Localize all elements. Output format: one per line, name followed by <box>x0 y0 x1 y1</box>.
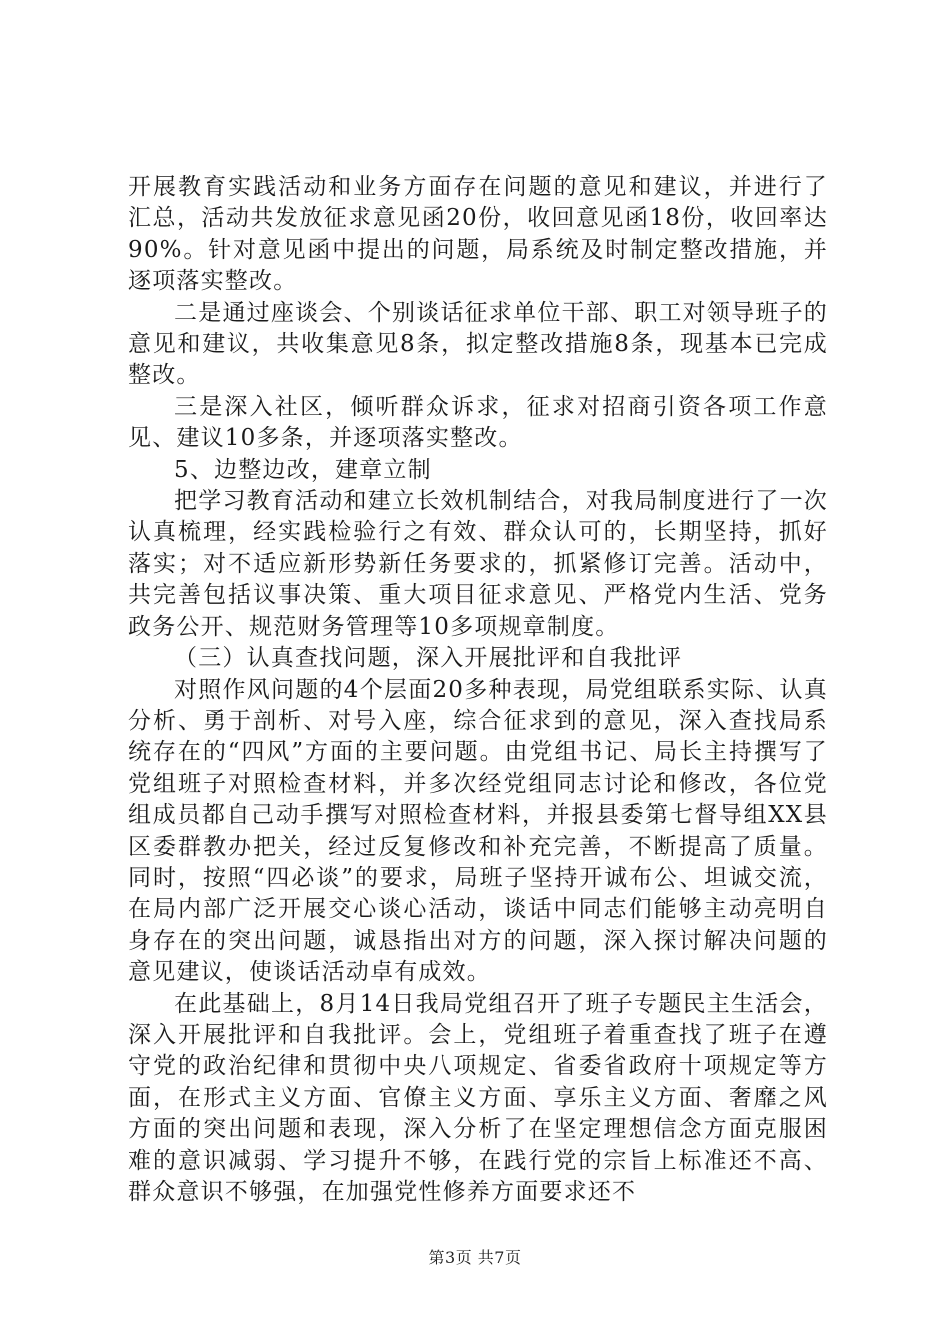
page-number-footer: 第3页 共7页 <box>428 1248 522 1267</box>
document-body <box>128 172 828 1208</box>
paragraph-institution-building: 把学习教育活动和建立长效机制结合，对我局制度进行了一次认真梳理，经实践检验行之有效、群众认可的，长期坚持，抓好落实；对不适应新形势新任务要求的，抓紧修订完善。活动中，共完善包括议事决策、重大项目征求意见、严格党内生活、党务政务公开、规范财务管理等10多项规章制度。 <box>128 488 828 640</box>
section-heading-3: （三）认真查找问题，深入开展批评和自我批评 <box>174 645 683 672</box>
paragraph-continuation: 开展教育实践活动和业务方面存在问题的意见和建议，并进行了汇总，活动共发放征求意见函20份，收回意见函18份，收回率达90%。针对意见函中提出的问题，局系统及时制定整改措施，并逐项落实整改。 <box>128 174 828 295</box>
section-heading-5: 5、边整边改，建章立制 <box>174 456 432 483</box>
paragraph-problem-finding: 对照作风问题的4个层面20多种表现，局党组联系实际、认真分析、勇于剖析、对号入座，综合征求到的意见，深入查找局系统存在的“四风”方面的主要问题。由党组书记、局长主持撰写了党组班子对照检查材料，并多次经党组同志讨论和修改，各位党组成员都自己动手撰写对照检查材料，并报县委第七督导组XX县区委群教办把关，经过反复修改和补充完善，不断提高了质量。同时，按照“四必谈”的要求，局班子坚持开诚布公、坦诚交流，在局内部广泛开展交心谈心活动，谈话中同志们能够主动亮明自身存在的突出问题，诚恳指出对方的问题，深入探讨解决问题的意见建议，使谈话活动卓有成效。 <box>128 676 828 986</box>
paragraph-item-three: 三是深入社区，倾听群众诉求，征求对招商引资各项工作意见、建议10多条，并逐项落实整改。 <box>128 393 828 452</box>
paragraph-democratic-meeting: 在此基础上，8月14日我局党组召开了班子专题民主生活会，深入开展批评和自我批评。会上，党组班子着重查找了班子在遵守党的政治纪律和贯彻中央八项规定、省委省政府十项规定等方面，在形式主义方面、官僚主义方面、享乐主义方面、奢靡之风方面的突出问题和表现，深入分析了在坚定理想信念方面克服困难的意识减弱、学习提升不够，在践行党的宗旨上标准还不高、群众意识不够强，在加强党性修养方面要求还不 <box>128 990 828 1205</box>
paragraph-item-two: 二是通过座谈会、个别谈话征求单位干部、职工对领导班子的意见和建议，共收集意见8条，拟定整改措施8条，现基本已完成整改。 <box>128 299 828 389</box>
